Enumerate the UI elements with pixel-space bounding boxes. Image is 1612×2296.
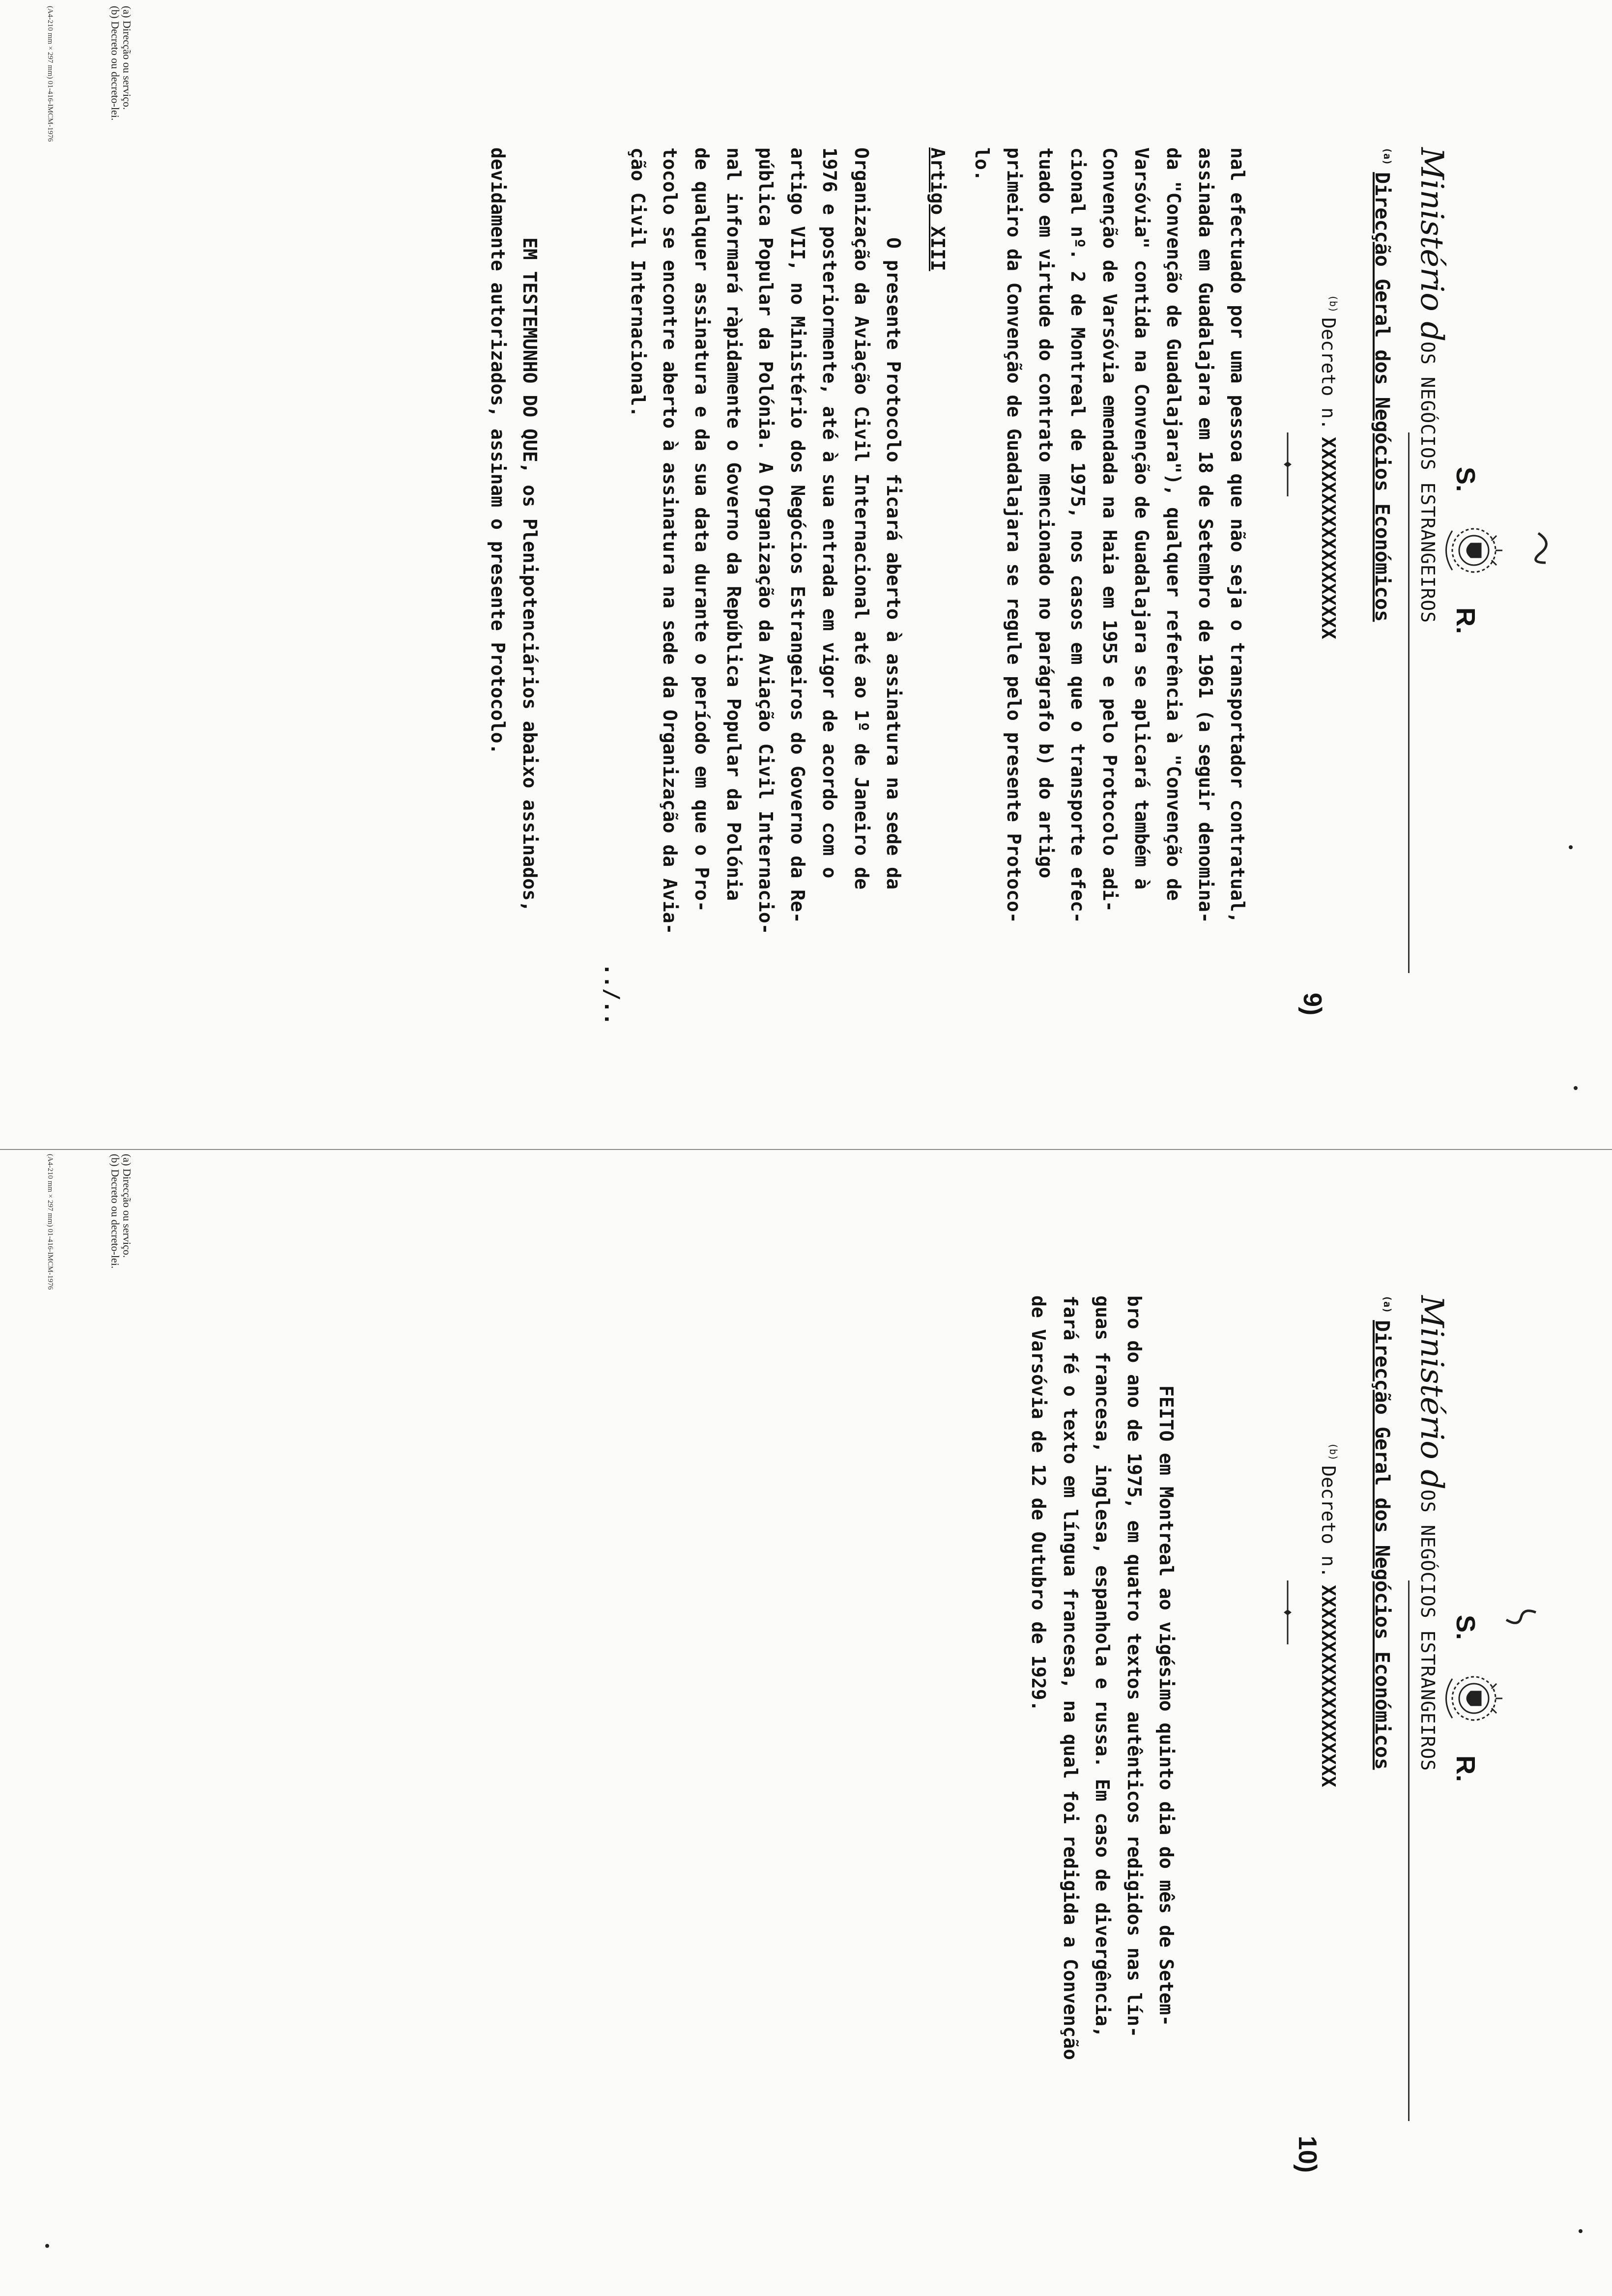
text-line: EM TESTEMUNHO DO QUE, os Plenipotenciários abaixo assinados, bbox=[519, 147, 541, 912]
crest-letter-s: S. bbox=[1451, 1615, 1480, 1640]
text-line: de Varsóvia de 12 de Outubro de 1929. bbox=[1028, 1295, 1049, 1712]
text-line: de qualquer assinatura e da sua data durante o período em que o Pro- bbox=[691, 147, 713, 912]
text-line: assinada em Guadalajara em 18 de Setembro de 1961 (a seguir denomina- bbox=[1195, 147, 1216, 923]
text-line: guas francesa, inglesa, espanhola e russa. Em caso de divergência, bbox=[1092, 1295, 1113, 2038]
body-paragraph-1 bbox=[1022, 1295, 1182, 2060]
text-line: Varsóvia" contida na Convenção de Guadalajara se aplicará também à bbox=[1131, 147, 1152, 890]
text-line: Convenção de Varsóvia emendada na Haia em 1955 e pelo Protocolo adi- bbox=[1099, 147, 1121, 912]
article-heading: Artigo XIII bbox=[927, 147, 949, 271]
text-line: da "Convenção de Guadalajara"), qualquer referência à "Convenção de bbox=[1163, 147, 1184, 901]
text-line: lo. bbox=[971, 147, 993, 181]
text-line: bro do ano de 1975, em quatro textos autênticos redigidos nas lín- bbox=[1123, 1295, 1145, 2038]
heading-dotted-rule bbox=[1408, 432, 1410, 973]
text-line: devidamente autorizados, assinam o presente Protocolo. bbox=[487, 147, 509, 755]
article-heading-block bbox=[921, 147, 953, 271]
directorate-name: Direcção Geral dos Negócios Económicos bbox=[1371, 1320, 1393, 1770]
page-number: 10) bbox=[1293, 2136, 1322, 2173]
body-paragraph-1 bbox=[966, 147, 1253, 923]
crest-letter-s: S. bbox=[1451, 467, 1480, 492]
handwritten-mark-icon bbox=[1528, 531, 1553, 565]
text-line: cional nº. 2 de Montreal de 1975, nos casos em que o transporte efec- bbox=[1067, 147, 1089, 923]
text-line: nal efectuado por uma pessoa que não seja o transportador contratual, bbox=[1227, 147, 1248, 923]
text-line: FEITO em Montreal ao vigésimo quinto dia do mês de Setem- bbox=[1155, 1295, 1177, 2027]
page-sheet bbox=[0, 1148, 1612, 2296]
directorate-line bbox=[1371, 147, 1393, 622]
handwritten-mark-icon bbox=[1504, 1605, 1538, 1635]
decree-line bbox=[1318, 295, 1339, 639]
footnote-a: (a) Direcção ou serviço. bbox=[121, 6, 133, 110]
decree-line bbox=[1318, 1443, 1339, 1787]
ministry-name: OS NEGÓCIOS ESTRANGEIROS bbox=[1417, 342, 1439, 624]
decree-marker: (b) bbox=[1327, 1443, 1339, 1461]
directorate-marker: (a) bbox=[1382, 147, 1393, 166]
page-number: 9) bbox=[1298, 993, 1326, 1016]
crest-letter-r: R. bbox=[1451, 1755, 1480, 1782]
text-line: fará fé o texto em língua francesa, na qual foi redigida a Convenção bbox=[1060, 1295, 1081, 2060]
text-line: tuado em virtude do contrato mencionado no parágrafo b) do artigo bbox=[1035, 147, 1057, 879]
text-line: tocolo se encontre aberto à assinatura na sede da Organização da Avia- bbox=[659, 147, 681, 935]
crest-letter-r: R. bbox=[1451, 607, 1480, 634]
footnotes bbox=[109, 6, 133, 120]
scan-speck bbox=[1569, 845, 1573, 849]
ministry-prefix: Ministério d bbox=[1413, 147, 1450, 342]
ministry-heading bbox=[1413, 147, 1450, 623]
decree-struck-out: XXXXXXXXXXXXXXXXXX bbox=[1318, 436, 1339, 639]
text-line: primeiro da Convenção de Guadalajara se regule pelo presente Protoco- bbox=[1003, 147, 1025, 923]
decree-label: Decreto n. bbox=[1318, 317, 1339, 430]
body-paragraph-3 bbox=[482, 147, 546, 912]
footnote-a: (a) Direcção ou serviço. bbox=[121, 1154, 133, 1258]
directorate-name: Direcção Geral dos Negócios Económicos bbox=[1371, 172, 1393, 622]
form-print-info: (A4-210 mm × 297 mm) 01-416-IMCM-1976 bbox=[46, 1154, 54, 1290]
footnotes bbox=[109, 1154, 133, 1268]
decree-marker: (b) bbox=[1327, 295, 1339, 313]
scan-speck bbox=[45, 2244, 49, 2248]
ministry-name: OS NEGÓCIOS ESTRANGEIROS bbox=[1417, 1490, 1439, 1772]
text-line: artigo VII, no Ministério dos Negócios Estrangeiros do Governo da Re- bbox=[787, 147, 808, 923]
footnote-b: (b) Decreto ou decreto-lei. bbox=[109, 6, 121, 121]
page-separator-line bbox=[0, 1149, 1612, 1150]
directorate-marker: (a) bbox=[1382, 1295, 1393, 1314]
scan-speck bbox=[1574, 1086, 1578, 1090]
text-line: O presente Protocolo ficará aberto à assinatura na sede da bbox=[883, 147, 904, 890]
document-page-10 bbox=[0, 1148, 1612, 2296]
decree-struck-out: XXXXXXXXXXXXXXXXXX bbox=[1318, 1584, 1339, 1787]
decree-label: Decreto n. bbox=[1318, 1465, 1339, 1578]
heading-dotted-rule bbox=[1408, 1580, 1410, 2121]
ministry-heading bbox=[1413, 1295, 1450, 1771]
form-print-info: (A4-210 mm × 297 mm) 01-416-IMCM-1976 bbox=[46, 6, 54, 142]
body-paragraph-2 bbox=[622, 147, 909, 934]
text-line: pública Popular da Polónia. A Organização da Aviação Civil Internacio- bbox=[755, 147, 777, 935]
continued-marker: ../.. bbox=[600, 963, 624, 1026]
text-line: 1976 e posteriormente, até à sua entrada em vigor de acordo com o bbox=[819, 147, 840, 879]
scan-speck bbox=[1579, 2229, 1583, 2233]
directorate-line bbox=[1371, 1295, 1393, 1770]
footnote-b: (b) Decreto ou decreto-lei. bbox=[109, 1154, 121, 1269]
divider-ornament-icon bbox=[1283, 1580, 1293, 1644]
text-line: nal informará ràpidamente o Governo da República Popular da Polónia bbox=[723, 147, 745, 901]
divider-ornament-icon bbox=[1283, 432, 1293, 496]
text-line: Organização da Aviação Civil Internacional até ao 1º de Janeiro de bbox=[851, 147, 872, 890]
ministry-prefix: Ministério d bbox=[1413, 1295, 1450, 1490]
text-line: ção Civil Internacional. bbox=[627, 147, 649, 418]
